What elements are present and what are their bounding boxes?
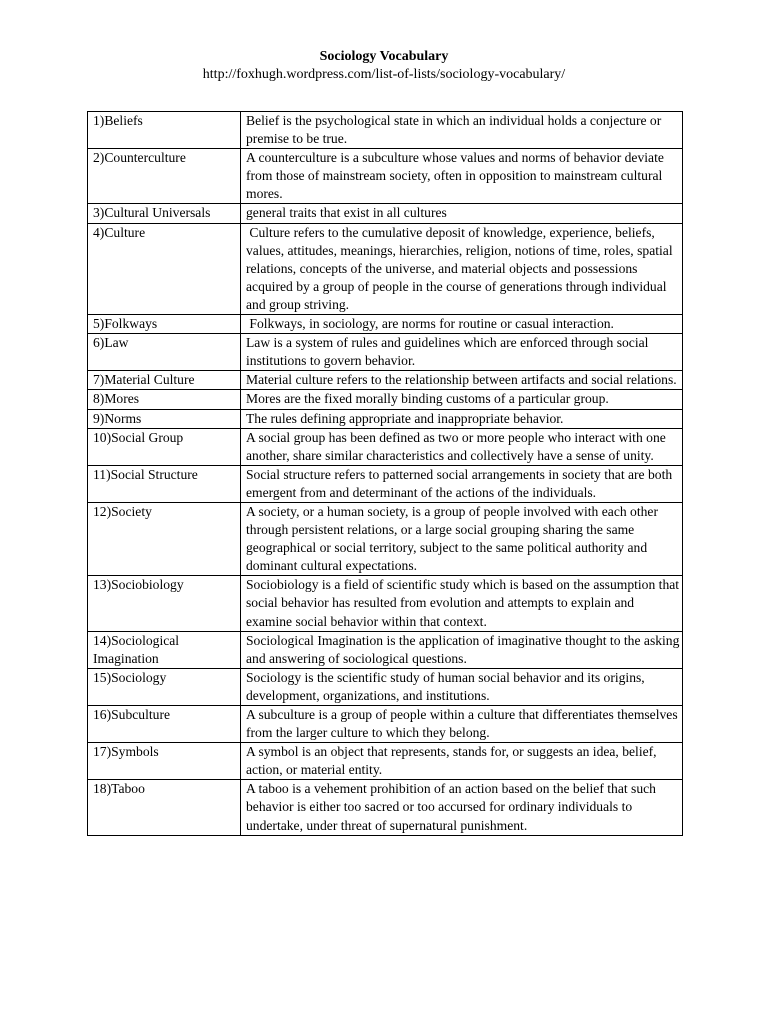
term-cell: 10)Social Group <box>88 428 241 465</box>
term-cell: 7)Material Culture <box>88 371 241 390</box>
term-cell: 15)Sociology <box>88 668 241 705</box>
table-row <box>88 743 683 780</box>
definition-cell: Mores are the fixed morally binding customs of a particular group. <box>241 390 683 409</box>
term-cell: 4)Culture <box>88 223 241 314</box>
term-cell: 12)Society <box>88 502 241 575</box>
term-cell: 2)Counterculture <box>88 149 241 204</box>
term-cell: 3)Cultural Universals <box>88 204 241 223</box>
table-row <box>88 223 683 314</box>
term-cell: 13)Sociobiology <box>88 576 241 631</box>
definition-cell: The rules defining appropriate and inappropriate behavior. <box>241 409 683 428</box>
definition-cell: A counterculture is a subculture whose values and norms of behavior deviate from those of mainstream society, often in opposition to mainstream cultural mores. <box>241 149 683 204</box>
definition-cell: A taboo is a vehement prohibition of an action based on the belief that such behavior is either too sacred or too accursed for ordinary individuals to undertake, under threat of supernatural punishment. <box>241 780 683 835</box>
definition-cell: Sociobiology is a field of scientific study which is based on the assumption that social behavior has resulted from evolution and attempts to explain and examine social behavior within that context. <box>241 576 683 631</box>
term-cell: 11)Social Structure <box>88 465 241 502</box>
table-row <box>88 371 683 390</box>
definition-cell: A subculture is a group of people within a culture that differentiates themselves from the larger culture to which they belong. <box>241 706 683 743</box>
document-title: Sociology Vocabulary <box>319 49 449 64</box>
definition-cell: Sociology is the scientific study of human social behavior and its origins, development, organizations, and institutions. <box>241 668 683 705</box>
table-row <box>88 428 683 465</box>
source-url: http://foxhugh.wordpress.com/list-of-lists/sociology-vocabulary/ <box>202 67 566 82</box>
definition-cell: A symbol is an object that represents, stands for, or suggests an idea, belief, action, or material entity. <box>241 743 683 780</box>
term-cell: 17)Symbols <box>88 743 241 780</box>
definition-cell: Law is a system of rules and guidelines which are enforced through social institutions to govern behavior. <box>241 334 683 371</box>
table-row <box>88 780 683 835</box>
table-row <box>88 631 683 668</box>
table-row <box>88 334 683 371</box>
table-row <box>88 409 683 428</box>
vocabulary-table <box>87 111 683 836</box>
table-row <box>88 668 683 705</box>
definition-cell: Material culture refers to the relationship between artifacts and social relations. <box>241 371 683 390</box>
term-cell: 18)Taboo <box>88 780 241 835</box>
term-cell: 1)Beliefs <box>88 112 241 149</box>
table-row <box>88 112 683 149</box>
table-row <box>88 706 683 743</box>
term-cell: 6)Law <box>88 334 241 371</box>
term-cell: 8)Mores <box>88 390 241 409</box>
definition-cell: Culture refers to the cumulative deposit of knowledge, experience, beliefs, values, attitudes, meanings, hierarchies, religion, notions of time, roles, spatial relations, concepts of the universe, and material objects and possessions acquired by a group of people in the course of generations through individual and group striving. <box>241 223 683 314</box>
definition-cell: A social group has been defined as two or more people who interact with one another, share similar characteristics and collectively have a sense of unity. <box>241 428 683 465</box>
definition-cell: Folkways, in sociology, are norms for routine or casual interaction. <box>241 315 683 334</box>
table-row <box>88 204 683 223</box>
table-row <box>88 502 683 575</box>
table-row <box>88 390 683 409</box>
definition-cell: Sociological Imagination is the application of imaginative thought to the asking and answering of sociological questions. <box>241 631 683 668</box>
definition-cell: general traits that exist in all cultures <box>241 204 683 223</box>
table-row <box>88 315 683 334</box>
definition-cell: Belief is the psychological state in which an individual holds a conjecture or premise to be true. <box>241 112 683 149</box>
definition-cell: Social structure refers to patterned social arrangements in society that are both emergent from and determinant of the actions of the individuals. <box>241 465 683 502</box>
definition-cell: A society, or a human society, is a group of people involved with each other through persistent relations, or a large social grouping sharing the same geographical or social territory, subject to the same political authority and dominant cultural expectations. <box>241 502 683 575</box>
term-cell: 14)Sociological Imagination <box>88 631 241 668</box>
term-cell: 5)Folkways <box>88 315 241 334</box>
table-row <box>88 149 683 204</box>
table-row <box>88 576 683 631</box>
term-cell: 16)Subculture <box>88 706 241 743</box>
term-cell: 9)Norms <box>88 409 241 428</box>
table-row <box>88 465 683 502</box>
